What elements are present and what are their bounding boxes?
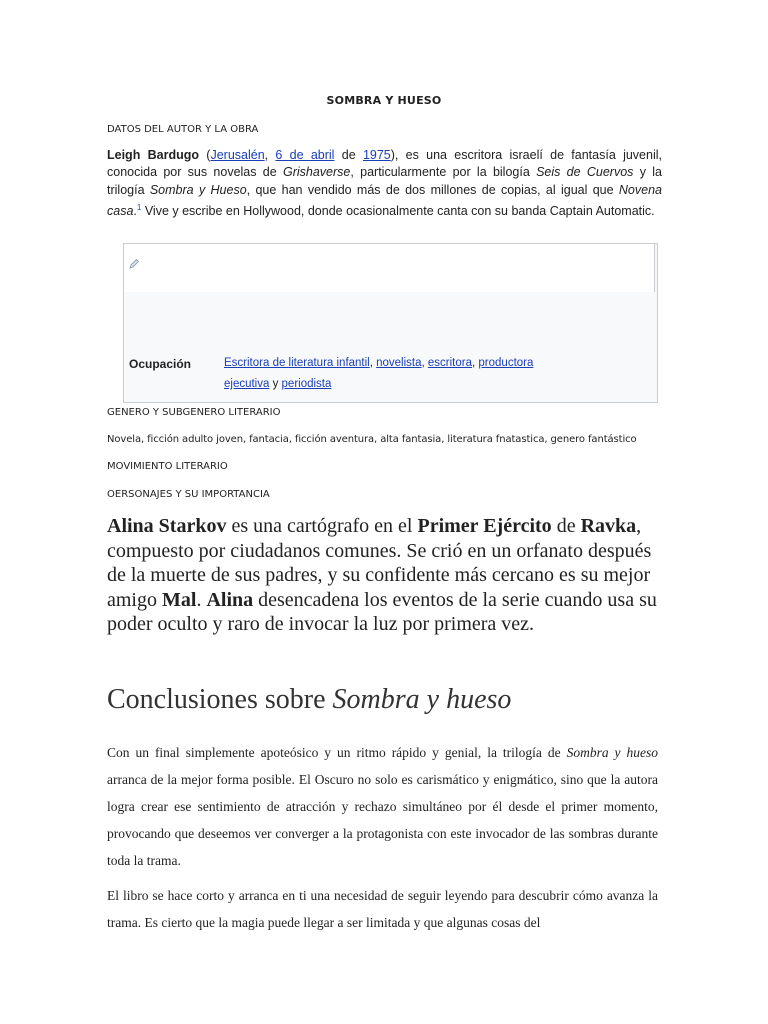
author-name: Leigh Bardugo (107, 148, 199, 162)
link-occupation-children-lit[interactable]: Escritora de literatura infantil (224, 357, 370, 369)
link-birth-date[interactable]: 6 de abril (275, 148, 335, 162)
author-bio: Leigh Bardugo (Jerusalén, 6 de abril de 1975), es una escritora israelí de fantasía juvenil, conocida por sus novelas de Grishaverse, particularmente por la bilogía Seis de Cuervos y la trilogía Sombra y Hueso, que han vendido más de dos millones de copias, al igual que Novena casa.$^1$ Vive y escribe en Hollywood, donde ocasionalmente canta con su banda Captain Automatic. (107, 148, 662, 219)
link-occupation-novelist[interactable]: novelista (376, 357, 422, 369)
section-heading-characters: OERSONAJES Y SU IMPORTANCIA (107, 489, 270, 500)
character-paragraph: Alina Starkov es una cartógrafo en el Primer Ejército de Ravka, compuesto por ciudadanos comunes. Se crió en un orfanato después de la muerte de sus padres, y su confidente más cercano es su mejor amigo Mal. Alina desencadena los eventos de la serie cuando usa su poder oculto y raro de invocar la luz por primera vez. (107, 515, 657, 635)
footnote-link[interactable]: 1 (136, 202, 142, 212)
link-occupation-producer[interactable]: productora ejecutiva (224, 357, 534, 390)
occupation-values: Escritora de literatura infantil, novelista, escritora, productora ejecutiva y periodista (224, 357, 534, 390)
conclusions-paragraph-1: Con un final simplemente apoteósico y un ritmo rápido y genial, la trilogía de Sombra y hueso arranca de la mejor forma posible. El Oscuro no solo es carismático y enigmático, sino que la autora logra crear ese sentimiento de atracción y rechazo simultáneo por él desde el primer momento, provocando que deseemos ver converger a la protagonista con este invocador de las sombras durante toda la trama. (107, 745, 659, 868)
pencil-icon[interactable] (128, 258, 140, 270)
section-heading-author: DATOS DEL AUTOR Y LA OBRA (107, 124, 259, 135)
document-title: SOMBRA Y HUESO (326, 94, 442, 107)
link-occupation-journalist[interactable]: periodista (281, 378, 332, 390)
conclusions-paragraph-2: El libro se hace corto y arranca en ti una necesidad de seguir leyendo para descubrir cómo avanza la trama. Es cierto que la magia puede llegar a ser limitada y que algunas cosas del (107, 888, 658, 930)
occupation-infobox (123, 243, 658, 403)
link-jerusalem[interactable]: Jerusalén (210, 148, 265, 162)
section-heading-genre: GENERO Y SUBGENERO LITERARIO (107, 407, 281, 418)
occupation-label: Ocupación (129, 357, 192, 371)
conclusions-heading: Conclusiones sobre Sombra y hueso (107, 684, 512, 715)
link-occupation-writer[interactable]: escritora (427, 357, 473, 369)
link-birth-year[interactable]: 1975 (362, 148, 391, 162)
section-heading-movement: MOVIMIENTO LITERARIO (107, 461, 228, 472)
infobox-header (124, 244, 655, 292)
genre-list: Novela, ficción adulto joven, fantacia, ficción aventura, alta fantasia, literatura fnatastica, genero fantástico (107, 434, 637, 445)
